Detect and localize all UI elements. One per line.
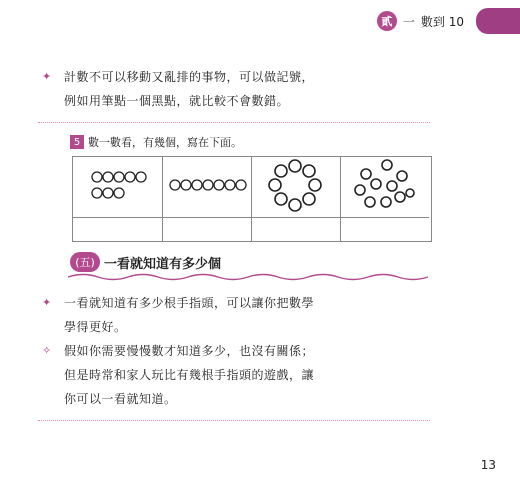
intro-bullet: ✦: [42, 70, 52, 83]
divider: [38, 420, 430, 421]
point-1-bullet: ✦: [42, 296, 52, 309]
cell-scattered-circles: [340, 157, 429, 241]
header-separator: 一: [402, 14, 415, 29]
intro-line-2: 例如用筆點一個黑點，就比較不會數錯。: [64, 94, 290, 108]
page-number: 13: [480, 458, 496, 472]
exercise-number: 5: [70, 135, 84, 149]
chapter-header: [377, 8, 464, 34]
chapter-badge: 貳: [377, 11, 397, 31]
exercise-instruction: 數一數看，有幾個，寫在下面。: [88, 136, 242, 149]
ring-circles-picture: [251, 157, 340, 217]
scattered-circles-picture: [340, 157, 429, 217]
picture-area: [162, 157, 251, 218]
chapter-title: 數到 10: [420, 14, 464, 29]
point-1-line-1: 一看就知道有多少根手指頭，可以讓你把數學: [64, 296, 315, 310]
wavy-underline: [68, 272, 430, 282]
point-2-bullet: ✧: [42, 344, 52, 357]
two-rows-circles-picture: [73, 157, 162, 217]
cell-two-rows-circles: [73, 157, 163, 241]
point-2-line-3: 你可以一看就知道。: [64, 392, 177, 406]
picture-area: [73, 157, 162, 218]
divider: [38, 122, 430, 123]
intro-line-1: 計數不可以移動又亂排的事物，可以做記號，: [64, 70, 315, 84]
section-badge: (五): [70, 252, 100, 272]
section-title: 一看就知道有多少個: [104, 257, 222, 272]
point-1-line-2: 學得更好。: [64, 320, 127, 334]
point-2-line-2: 但是時常和家人玩比有幾根手指頭的遊戲，讓: [64, 368, 315, 382]
counting-table: [72, 156, 432, 242]
cell-one-row-circles: [162, 157, 252, 241]
picture-area: [340, 157, 429, 218]
picture-area: [251, 157, 340, 218]
one-row-circles-picture: [162, 157, 251, 217]
point-2-line-1: 假如你需要慢慢數才知道多少，也沒有關係；: [64, 344, 315, 358]
exercise-header: [70, 134, 242, 150]
side-tab: [476, 8, 520, 34]
cell-ring-circles: [251, 157, 341, 241]
